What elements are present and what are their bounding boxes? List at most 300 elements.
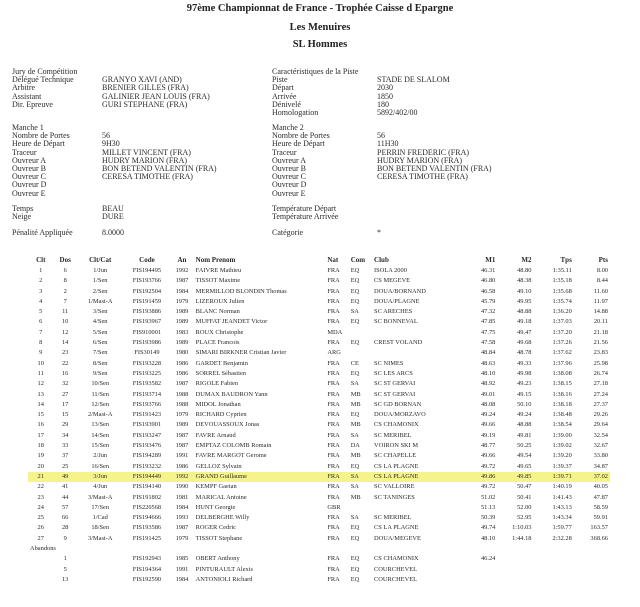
cell-clt: 16 bbox=[37, 421, 44, 429]
cell-com: EQ bbox=[350, 462, 360, 470]
cell-dos: 57 bbox=[61, 503, 69, 511]
cell-an: 1979 bbox=[175, 534, 189, 542]
cell-code: FIS192504 bbox=[132, 287, 162, 295]
cell-an: 1986 bbox=[175, 369, 189, 377]
cell-nom: PLACE Francois bbox=[195, 339, 240, 347]
manche2-value: HUDRY MARION (FRA) bbox=[377, 155, 463, 165]
cell-m2: 50.41 bbox=[517, 493, 532, 501]
manche1-key: Traceur bbox=[12, 147, 37, 157]
cell-nom: TISSOT Stephane bbox=[195, 534, 243, 542]
cell-dos: 37 bbox=[61, 452, 69, 460]
table-row bbox=[28, 317, 610, 327]
cell-clt: 20 bbox=[37, 462, 44, 470]
piste-value: STADE DE SLALOM bbox=[377, 75, 450, 85]
manche1-section bbox=[12, 124, 217, 198]
manche1-value: 9H30 bbox=[102, 139, 120, 149]
manche2-key: Ouvreur A bbox=[272, 155, 306, 165]
cell-nom: HUNT Georgie bbox=[195, 503, 236, 511]
cell-club: SC MERIBEL bbox=[374, 431, 412, 439]
cell-tps: 1:39.02 bbox=[552, 442, 572, 450]
conditions-left bbox=[12, 205, 124, 221]
cell-club: DOUA/PLAGNE bbox=[374, 297, 420, 305]
cell-m1: 48.92 bbox=[480, 380, 496, 388]
cell-com: SA bbox=[350, 308, 359, 316]
cell-com: EQ bbox=[350, 534, 360, 542]
cell-tps: 1:35.68 bbox=[552, 287, 572, 295]
cell-clt: 19 bbox=[37, 452, 44, 460]
manche2-section bbox=[272, 124, 492, 198]
cell-dos: 17 bbox=[61, 400, 69, 408]
cell-pts: 21.18 bbox=[593, 328, 608, 336]
cell-m2: 1:44.18 bbox=[512, 534, 532, 542]
cell-tps: 1:37.03 bbox=[552, 318, 572, 326]
manche2-key: Ouvreur D bbox=[272, 180, 307, 190]
cell-nat: FRA bbox=[327, 390, 340, 398]
manche2-key: Ouvreur C bbox=[272, 172, 306, 182]
cell-nom: RICHARD Cyprien bbox=[195, 411, 247, 419]
cell-nom: MIDOL Jonathan bbox=[195, 400, 241, 408]
cell-tps: 1:39.71 bbox=[533, 472, 573, 482]
manche1-value: CERESA TIMOTHE (FRA) bbox=[102, 172, 193, 182]
cell-m1: 48.08 bbox=[480, 400, 496, 408]
cell-dos: 27 bbox=[61, 390, 69, 398]
manche2-key: Heure de Départ bbox=[272, 139, 325, 149]
manche2-value: 56 bbox=[377, 131, 385, 141]
cell-com: MB bbox=[350, 400, 361, 408]
cell-dos: 7 bbox=[63, 297, 67, 305]
condition-key: Temps bbox=[12, 204, 34, 213]
piste-heading: Caractéristiques de la Piste bbox=[272, 67, 359, 76]
cell-tps: 1:37.20 bbox=[552, 328, 572, 336]
cell-clt bbox=[28, 575, 53, 585]
cell-club: CS CHAMONIX bbox=[374, 555, 419, 563]
cell-code: FIS30149 bbox=[134, 349, 160, 357]
cell-nom: EMPTAZ COLOMB Romain bbox=[195, 442, 272, 450]
cell-dos: 44 bbox=[61, 493, 69, 501]
cell-code: FIS193886 bbox=[132, 308, 162, 316]
cell-nom: MERMILLOD BLONDIN Thomas bbox=[195, 287, 287, 295]
manche1-key: Ouvreur B bbox=[12, 163, 46, 173]
cell-m2: 49.54 bbox=[517, 452, 532, 460]
cell-m1: 48.10 bbox=[480, 534, 496, 542]
cell-club: DOUA/BORNAND bbox=[374, 287, 426, 295]
manche1-value: 56 bbox=[102, 131, 110, 141]
cell-tps: 1:39.20 bbox=[552, 452, 572, 460]
manche1-key: Ouvreur C bbox=[12, 172, 46, 182]
cell-an: 1984 bbox=[175, 575, 189, 583]
cell-pts: 32.54 bbox=[593, 431, 608, 439]
cell-nat: FRA bbox=[325, 472, 348, 482]
col-club: Club bbox=[374, 255, 389, 264]
cell-an: 1979 bbox=[175, 297, 189, 305]
cell-cltcat: 18/Sen bbox=[91, 524, 110, 532]
cell-com: MB bbox=[350, 421, 361, 429]
cell-nat: FRA bbox=[327, 493, 340, 501]
piste-key: Dénivelé bbox=[272, 99, 301, 109]
cell-club: SC CHAPELLE bbox=[374, 452, 417, 460]
cell-nom: ANTONIOLI Richard bbox=[195, 575, 253, 583]
col-code: Code bbox=[139, 255, 155, 264]
cell-com: EQ bbox=[350, 411, 360, 419]
cell-club: CS LA PLAGNE bbox=[374, 462, 419, 470]
cell-dos: 33 bbox=[61, 442, 69, 450]
cell-nom: DELBERGHE Willy bbox=[195, 514, 250, 522]
cell-tps: 1:38.15 bbox=[552, 380, 572, 388]
cell-com: SA bbox=[350, 514, 359, 522]
table-row bbox=[28, 523, 610, 533]
manche1-heading: Manche 1 bbox=[12, 123, 44, 132]
cell-nom: LIZEROUX Julien bbox=[195, 297, 245, 305]
cell-clt: 7 bbox=[39, 328, 43, 336]
col-pts: Pts bbox=[598, 255, 608, 264]
cell-m1: 47.75 bbox=[480, 328, 496, 336]
abandon-row bbox=[28, 554, 610, 564]
table-row bbox=[28, 420, 610, 430]
cell-m1: 47.58 bbox=[480, 339, 496, 347]
cell-dos: 22 bbox=[61, 359, 69, 367]
cell-pts bbox=[574, 565, 610, 575]
cell-code: FIS192590 bbox=[132, 575, 162, 583]
cell-nat: GBR bbox=[327, 503, 341, 511]
jury-value: BRENIER GILLES (FRA) bbox=[102, 83, 189, 93]
table-row bbox=[28, 493, 610, 503]
cell-tps: 1:39.37 bbox=[552, 462, 572, 470]
piste-section bbox=[272, 68, 450, 117]
cell-nat: FRA bbox=[327, 369, 340, 377]
col-cltcat: Clt/Cat bbox=[89, 255, 112, 264]
cell-com: SA bbox=[350, 483, 359, 491]
cell-clt: 5 bbox=[39, 308, 43, 316]
cell-m2: 49.10 bbox=[517, 287, 532, 295]
cell-cltcat bbox=[77, 565, 124, 575]
cell-nat: FRA bbox=[327, 380, 340, 388]
cell-club bbox=[372, 328, 461, 338]
table-row bbox=[28, 431, 610, 441]
cell-club: SC NIMES bbox=[374, 359, 404, 367]
cell-dos: 12 bbox=[61, 328, 69, 336]
cell-cltcat: 2/Mast-A bbox=[87, 411, 113, 419]
cell-club: COURCHEVEL bbox=[374, 565, 418, 573]
cell-dos: 49 bbox=[53, 472, 76, 482]
cell-nom: DEVOUASSOUX Jonas bbox=[195, 421, 260, 429]
cell-an: 1985 bbox=[175, 555, 189, 563]
cell-nom: MARICAL Antoine bbox=[195, 493, 247, 501]
cell-nat: FRA bbox=[327, 534, 340, 542]
cell-pts: 368.66 bbox=[590, 534, 608, 542]
cell-com: EQ bbox=[350, 369, 360, 377]
cell-m1: 47.32 bbox=[480, 308, 496, 316]
manche2-value: PERRIN FREDERIC (FRA) bbox=[377, 147, 470, 157]
table-row bbox=[28, 379, 610, 389]
conditions-right bbox=[272, 205, 377, 221]
cell-nat: FRA bbox=[327, 514, 340, 522]
cell-club: DOUA/MORZAVO bbox=[374, 411, 426, 419]
cell-nom: ROGER Cedric bbox=[195, 524, 236, 532]
cell-nat: FRA bbox=[327, 524, 340, 532]
cell-clt: 12 bbox=[37, 380, 44, 388]
cell-club bbox=[372, 503, 461, 513]
table-row bbox=[28, 297, 610, 307]
cell-cltcat: 17/Sen bbox=[91, 503, 110, 511]
cell-m2: 49.33 bbox=[517, 359, 532, 367]
cell-pts: 27.24 bbox=[593, 390, 608, 398]
cell-nat: FRA bbox=[327, 462, 340, 470]
abandons-label-row bbox=[28, 544, 610, 554]
cell-dos: 29 bbox=[61, 421, 69, 429]
cell-club: CREST VOLAND bbox=[374, 339, 423, 347]
categorie-row bbox=[272, 229, 381, 237]
cell-clt: 13 bbox=[37, 390, 44, 398]
cell-cltcat: 4/Jun bbox=[93, 483, 108, 491]
table-row bbox=[28, 328, 610, 338]
cell-nat: FRA bbox=[327, 483, 340, 491]
cell-club: SC MERIBEL bbox=[374, 514, 412, 522]
cell-code: FIS191802 bbox=[132, 493, 162, 501]
cell-club: COURCHEVEL bbox=[374, 575, 418, 583]
table-row bbox=[28, 513, 610, 523]
manche1-key: Heure de Départ bbox=[12, 139, 65, 149]
cell-dos: 6 bbox=[63, 267, 67, 274]
event-title: SL Hommes bbox=[292, 39, 348, 50]
cell-clt: 14 bbox=[37, 400, 44, 408]
cell-tps: 1:38.16 bbox=[552, 390, 572, 398]
cell-m2: 49.18 bbox=[517, 318, 532, 326]
cell-an: 1992 bbox=[170, 472, 193, 482]
cell-com: EQ bbox=[350, 339, 360, 347]
cell-club: SC LES ARCS bbox=[374, 369, 413, 377]
condition-key: Neige bbox=[12, 212, 32, 222]
cell-clt: 25 bbox=[37, 514, 44, 522]
cell-dos: 25 bbox=[61, 462, 69, 470]
cell-m2: 48.38 bbox=[517, 277, 532, 285]
cell-nom: MUFFAT JEANDET Victor bbox=[195, 318, 268, 326]
cell-clt: 27 bbox=[37, 534, 44, 542]
cell-m1: 51.13 bbox=[480, 503, 496, 511]
cell-nat: MDA bbox=[327, 328, 343, 336]
col-dos: Dos bbox=[59, 255, 71, 264]
cell-dos: 23 bbox=[61, 349, 69, 357]
jury-value: GRANYO XAVI (AND) bbox=[102, 75, 182, 85]
cell-m2: 49.81 bbox=[517, 431, 532, 439]
table-row bbox=[28, 307, 610, 317]
table-row bbox=[28, 462, 610, 472]
cell-com: EQ bbox=[350, 267, 360, 274]
cell-nom: ROUX Christophe bbox=[195, 328, 244, 336]
cell-m1: 47.85 bbox=[480, 318, 496, 326]
cell-dos: 2 bbox=[63, 287, 67, 295]
cell-an: 1980 bbox=[175, 349, 189, 357]
cell-nat: ARG bbox=[327, 349, 341, 357]
cell-nat: FRA bbox=[327, 277, 340, 285]
cell-com bbox=[349, 348, 372, 358]
table-row bbox=[28, 472, 610, 482]
cell-an: 1987 bbox=[175, 524, 189, 532]
cell-m1: 49.24 bbox=[480, 411, 496, 419]
table-row bbox=[28, 534, 610, 544]
cell-cltcat: 12/Sen bbox=[91, 400, 110, 408]
cell-m2: 49.85 bbox=[497, 472, 533, 482]
cell-m2 bbox=[497, 554, 533, 564]
cell-cltcat bbox=[77, 554, 124, 564]
cell-tps: 1:38.18 bbox=[552, 400, 572, 408]
cell-nom: TISSOT Maxime bbox=[195, 277, 241, 285]
cell-m2: 49.95 bbox=[517, 297, 532, 305]
cell-m1: 45.79 bbox=[480, 297, 496, 305]
cell-clt: 15 bbox=[37, 411, 44, 419]
cell-cltcat: 8/Sen bbox=[92, 359, 108, 367]
cell-pts: 163.57 bbox=[590, 524, 608, 532]
cell-com bbox=[349, 503, 372, 513]
cell-nom: DUMAX BAUDRON Yann bbox=[195, 390, 268, 398]
cell-code: FIS193714 bbox=[132, 390, 162, 398]
cell-com: EQ bbox=[350, 277, 360, 285]
cell-m1: 49.86 bbox=[461, 472, 497, 482]
cell-com: CE bbox=[350, 359, 359, 367]
cell-an: 1989 bbox=[175, 318, 189, 326]
cell-tps: 1:36.20 bbox=[552, 308, 572, 316]
cell-clt: 17 bbox=[37, 431, 44, 439]
cell-m1: 48.84 bbox=[480, 349, 496, 357]
cell-m2: 48.88 bbox=[517, 308, 532, 316]
cell-m1 bbox=[461, 575, 497, 585]
cell-dos: 1 bbox=[63, 555, 67, 563]
cell-clt: 18 bbox=[37, 442, 44, 450]
jury-section bbox=[12, 68, 210, 109]
cell-m1: 48.77 bbox=[480, 442, 496, 450]
cell-an: 1989 bbox=[175, 308, 189, 316]
condition-key: Température Départ bbox=[272, 204, 337, 213]
cell-club: DOUA/MEGEVE bbox=[374, 534, 421, 542]
cell-code: FIS220568 bbox=[132, 503, 162, 511]
cell-pts: 8.00 bbox=[596, 267, 608, 274]
cell-cltcat: 2/Sen bbox=[92, 287, 108, 295]
cell-an: 1984 bbox=[175, 503, 189, 511]
cell-m1: 51.02 bbox=[480, 493, 496, 501]
cell-code: FIS192943 bbox=[132, 555, 162, 563]
cell-club: SC VALLOIRE bbox=[374, 483, 415, 491]
cell-tps: 1:41.43 bbox=[552, 493, 572, 501]
cell-club: SC ARECHES bbox=[374, 308, 413, 316]
cell-nom: FAVRE Arnaud bbox=[195, 431, 236, 439]
table-row bbox=[28, 503, 610, 513]
cell-an: 1984 bbox=[175, 287, 189, 295]
cell-club: SC BONNEVAL bbox=[374, 318, 418, 326]
table-row bbox=[28, 482, 610, 492]
cell-pts: 33.80 bbox=[593, 452, 608, 460]
cell-com: EQ bbox=[350, 575, 360, 583]
cell-tps: 1:35.74 bbox=[552, 297, 572, 305]
cell-m2: 49.68 bbox=[517, 339, 532, 347]
cell-an: 1992 bbox=[175, 267, 189, 274]
cell-cltcat: 6/Sen bbox=[92, 339, 108, 347]
cell-code: FIS193225 bbox=[132, 369, 162, 377]
penalite-value: 8.0000 bbox=[102, 228, 124, 237]
cell-pts: 27.37 bbox=[593, 400, 608, 408]
cell-an: 1979 bbox=[175, 411, 189, 419]
piste-key: Piste bbox=[272, 75, 288, 85]
cell-com: MB bbox=[350, 493, 361, 501]
cell-tps bbox=[533, 565, 573, 575]
piste-key: Arrivée bbox=[272, 91, 297, 101]
cell-pts: 40.05 bbox=[593, 483, 608, 491]
cell-code: FIS193901 bbox=[132, 421, 162, 429]
cell-nat: FRA bbox=[327, 400, 340, 408]
cell-cltcat: 3/Sen bbox=[92, 308, 108, 316]
cell-tps: 1:38.08 bbox=[552, 369, 572, 377]
piste-value: 2030 bbox=[377, 83, 393, 93]
cell-dos: 5 bbox=[63, 565, 67, 573]
abandons-label: Abandons bbox=[30, 545, 56, 553]
cell-nat: FRA bbox=[327, 318, 340, 326]
cell-m2 bbox=[497, 565, 533, 575]
cell-code: FIS193766 bbox=[132, 277, 162, 285]
piste-value: 180 bbox=[377, 99, 389, 109]
cell-tps: 1:38.48 bbox=[552, 411, 572, 419]
cell-dos: 11 bbox=[62, 308, 69, 316]
cell-dos: 13 bbox=[61, 575, 69, 583]
penalite-key: Pénalité Appliquée bbox=[12, 228, 73, 237]
table-row bbox=[28, 390, 610, 400]
cell-code: FIS194364 bbox=[132, 565, 162, 573]
manche1-value: BON BETEND VALENTIN (FRA) bbox=[102, 163, 217, 173]
cell-an: 1986 bbox=[175, 359, 189, 367]
col-clt: Clt bbox=[36, 255, 46, 264]
cell-com: EQ bbox=[350, 318, 360, 326]
cell-pts bbox=[574, 554, 610, 564]
cell-nom: GELLOZ Sylvain bbox=[195, 462, 242, 470]
cell-club: CS CHAMONIX bbox=[374, 421, 419, 429]
cell-an: 1988 bbox=[175, 390, 189, 398]
cell-cltcat: 1/Sen bbox=[92, 277, 108, 285]
table-row bbox=[28, 451, 610, 461]
cell-clt: 24 bbox=[37, 503, 44, 511]
piste-value: 5892/402/00 bbox=[377, 107, 418, 117]
cell-an: 1993 bbox=[175, 514, 189, 522]
cell-code: FIS193582 bbox=[132, 380, 162, 388]
cell-m2: 48.88 bbox=[517, 421, 532, 429]
cell-nom: OBERT Anthony bbox=[195, 555, 240, 563]
cell-m2: 49.24 bbox=[517, 411, 532, 419]
cell-pts: 47.87 bbox=[593, 493, 608, 501]
cell-clt: 8 bbox=[39, 339, 43, 347]
cell-m2: 52.00 bbox=[517, 503, 532, 511]
cell-nat: FRA bbox=[327, 565, 340, 573]
cell-an: 1987 bbox=[175, 380, 189, 388]
cell-nat: FRA bbox=[327, 555, 340, 563]
manche1-key: Ouvreur D bbox=[12, 180, 47, 190]
cell-nom: SORREL Sébastien bbox=[195, 369, 246, 377]
cell-code: FIS191459 bbox=[132, 297, 162, 305]
cell-code: FIS194140 bbox=[132, 483, 162, 491]
col-m1: M1 bbox=[485, 255, 496, 264]
cell-cltcat: 4/Sen bbox=[92, 318, 108, 326]
jury-key: Délégué Technique bbox=[12, 75, 74, 85]
cell-club: CS LA PLAGNE bbox=[372, 472, 461, 482]
col-com: Com bbox=[350, 255, 366, 264]
cell-an: 1989 bbox=[175, 421, 189, 429]
cell-nom: BLANC Norman bbox=[195, 308, 240, 316]
cell-pts bbox=[574, 575, 610, 585]
cell-dos: 10 bbox=[61, 318, 69, 326]
results-table bbox=[28, 254, 610, 585]
cell-an: 1991 bbox=[175, 565, 189, 573]
table-row bbox=[28, 359, 610, 369]
cell-pts: 37.02 bbox=[574, 472, 610, 482]
cell-club: SC TANINGES bbox=[374, 493, 415, 501]
jury-key: Arbitre bbox=[12, 83, 36, 93]
cell-nat: FRA bbox=[327, 297, 340, 305]
cell-m2: 49.65 bbox=[517, 462, 532, 470]
